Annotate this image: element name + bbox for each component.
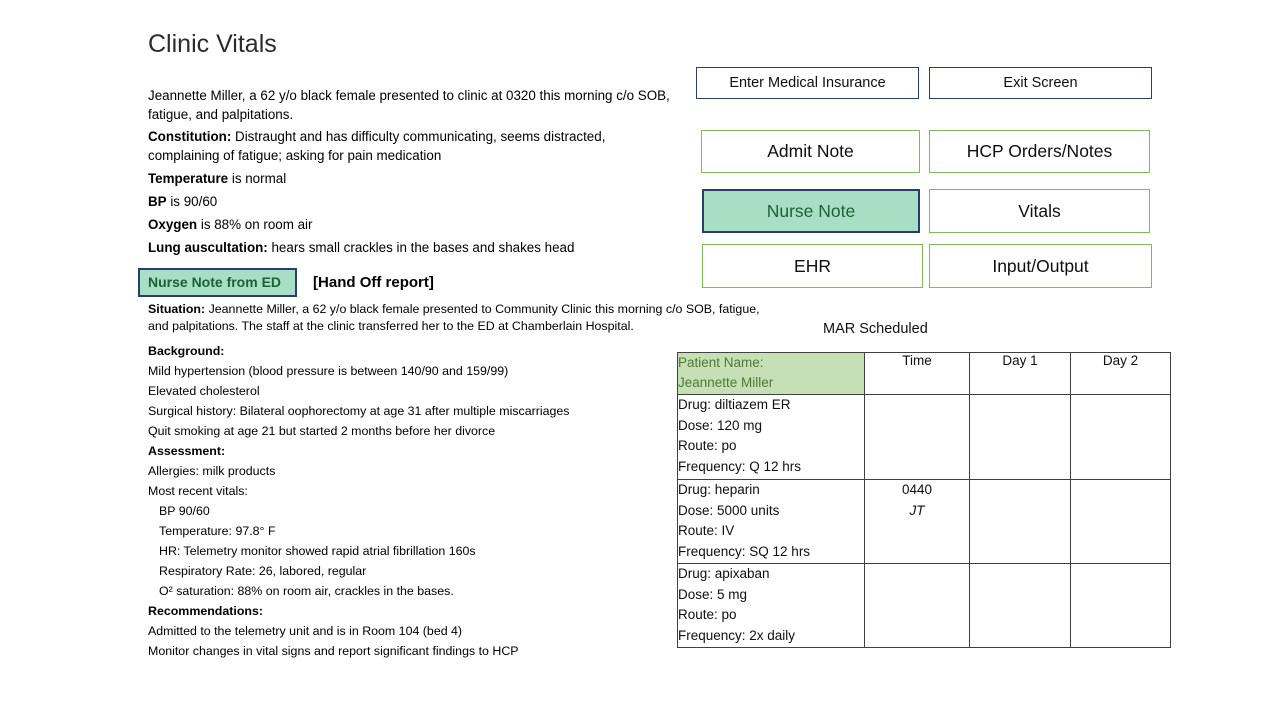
recommendation-item: Monitor changes in vital signs and report significant findings to HCP <box>148 644 519 658</box>
finding-text: is normal <box>228 171 287 186</box>
enter-medical-insurance-button[interactable]: Enter Medical Insurance <box>696 67 919 99</box>
sbar-background-label: Background: <box>148 344 225 358</box>
day1-cell[interactable] <box>970 564 1071 648</box>
nurse-note-button[interactable]: Nurse Note <box>702 189 920 233</box>
drug-name: Drug: diltiazem ER <box>678 397 791 412</box>
drug-route: Route: IV <box>678 523 735 538</box>
vitals-button[interactable]: Vitals <box>929 189 1150 233</box>
drug-route: Route: po <box>678 607 737 622</box>
mar-table <box>677 352 1171 648</box>
finding-label: Temperature <box>148 171 229 186</box>
ehr-button[interactable]: EHR <box>702 244 923 288</box>
finding-label: Oxygen <box>148 217 198 232</box>
mar-row-heparin <box>678 480 1171 564</box>
background-item: Surgical history: Bilateral oophorectomy at age 31 after multiple miscarriages <box>148 404 570 418</box>
patient-name-value: Jeannette Miller <box>678 374 774 390</box>
drug-info-cell <box>678 395 865 480</box>
mar-row-apixaban <box>678 564 1171 648</box>
sbar-recommendations-label: Recommendations: <box>148 604 263 618</box>
finding-text: is 90/60 <box>166 194 218 209</box>
exit-screen-button[interactable]: Exit Screen <box>929 67 1152 99</box>
finding-text: is 88% on room air <box>197 217 313 232</box>
clinic-findings-list <box>148 127 648 261</box>
time-cell[interactable] <box>865 564 970 648</box>
finding-temperature <box>148 169 648 188</box>
recent-vital-item: Temperature: 97.8° F <box>159 524 276 538</box>
recommendation-item: Admitted to the telemetry unit and is in Room 104 (bed 4) <box>148 624 463 638</box>
input-output-button[interactable]: Input/Output <box>929 244 1152 288</box>
time-value: 0440 <box>901 482 933 497</box>
mar-row-diltiazem <box>678 395 1171 480</box>
finding-label: Lung auscultation: <box>148 240 268 255</box>
mar-scheduled-title: MAR Scheduled <box>823 321 928 337</box>
nurse-initials: JT <box>909 502 925 518</box>
column-header-day1: Day 1 <box>970 353 1071 395</box>
finding-constitution <box>148 127 648 165</box>
drug-dose: Dose: 5 mg <box>678 586 748 602</box>
recent-vital-item: Respiratory Rate: 26, labored, regular <box>159 564 367 578</box>
day2-cell[interactable] <box>1071 564 1171 648</box>
column-header-day2: Day 2 <box>1071 353 1171 395</box>
finding-label: Constitution: <box>148 129 232 144</box>
recent-vital-item: O² saturation: 88% on room air, crackles in the bases. <box>159 584 454 598</box>
patient-intro-text: Jeannette Miller, a 62 y/o black female presented to clinic at 0320 this morning c/o SOB, fatigue, and palpitations. <box>148 88 670 122</box>
day1-cell[interactable] <box>970 395 1071 480</box>
finding-text: Distraught and has difficulty communicating, seems distracted, complaining of fatigue; asking for pain medication <box>148 129 606 163</box>
drug-dose: Dose: 120 mg <box>678 417 763 433</box>
time-cell[interactable] <box>865 395 970 480</box>
background-item: Mild hypertension (blood pressure is between 140/90 and 159/99) <box>148 364 509 378</box>
admit-note-button[interactable]: Admit Note <box>701 130 920 173</box>
finding-label: BP <box>148 194 167 209</box>
background-item: Elevated cholesterol <box>148 384 260 398</box>
mar-header-row <box>678 353 1171 395</box>
page-title: Clinic Vitals <box>148 30 277 58</box>
finding-bp <box>148 192 648 211</box>
drug-frequency: Frequency: Q 12 hrs <box>678 458 802 474</box>
time-cell[interactable] <box>865 480 970 564</box>
day2-cell[interactable] <box>1071 480 1171 564</box>
sbar-situation <box>148 301 773 334</box>
drug-info-cell <box>678 564 865 648</box>
assessment-item: Allergies: milk products <box>148 464 276 478</box>
nurse-note-header-row <box>138 268 434 297</box>
drug-dose: Dose: 5000 units <box>678 502 780 518</box>
drug-frequency: Frequency: SQ 12 hrs <box>678 543 811 559</box>
background-item: Quit smoking at age 21 but started 2 months before her divorce <box>148 424 496 438</box>
patient-name-label: Patient Name: <box>678 355 764 370</box>
column-header-time: Time <box>865 353 970 395</box>
drug-name: Drug: apixaban <box>678 566 770 581</box>
patient-name-cell <box>678 353 865 395</box>
nurse-note-from-ed-tag: Nurse Note from ED <box>138 268 297 297</box>
drug-info-cell <box>678 480 865 564</box>
situation-label: Situation: <box>148 302 206 316</box>
finding-lung-auscultation <box>148 238 648 257</box>
sbar-assessment-label: Assessment: <box>148 444 226 458</box>
drug-frequency: Frequency: 2x daily <box>678 627 796 643</box>
drug-name: Drug: heparin <box>678 482 760 497</box>
handoff-report-label: [Hand Off report] <box>313 274 434 291</box>
drug-route: Route: po <box>678 438 737 453</box>
situation-text: Jeannette Miller, a 62 y/o black female presented to Community Clinic this morning c/o SOB, fatigue, and palpitations. The staff at the clinic transferred her to the ED at Chamberlain Hospital. <box>148 302 760 333</box>
day1-cell[interactable] <box>970 480 1071 564</box>
finding-oxygen <box>148 215 648 234</box>
assessment-item: Most recent vitals: <box>148 484 248 498</box>
recent-vital-item: HR: Telemetry monitor showed rapid atrial fibrillation 160s <box>159 544 476 558</box>
day2-cell[interactable] <box>1071 395 1171 480</box>
hcp-orders-notes-button[interactable]: HCP Orders/Notes <box>929 130 1150 173</box>
finding-text: hears small crackles in the bases and shakes head <box>267 240 575 255</box>
recent-vital-item: BP 90/60 <box>159 504 210 518</box>
